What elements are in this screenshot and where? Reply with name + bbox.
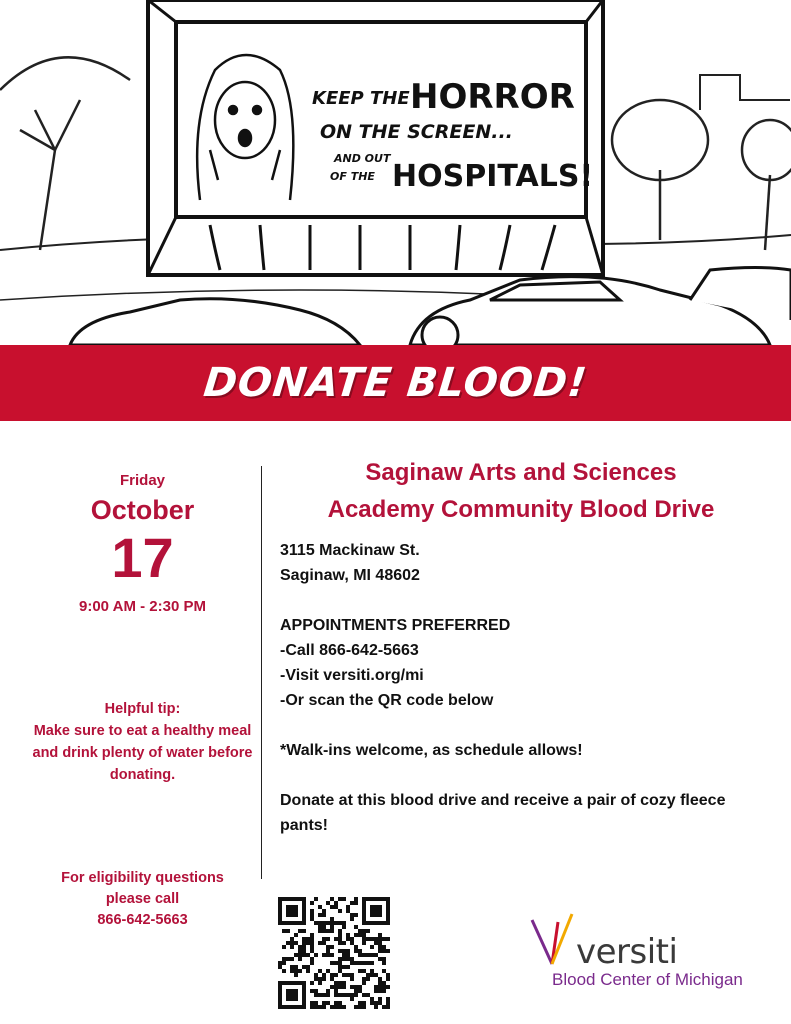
drive-in-scene [0,0,791,345]
versiti-mark-icon [528,912,578,972]
event-day: Friday [119,472,165,489]
logo-tagline: Blood Center of Michigan [552,970,743,989]
address-street: 3115 Mackinaw St. [280,542,420,559]
incentive-note: Donate at this blood drive and receive a pair of cozy fleece pants! [280,792,726,834]
billboard-line3a: AND OUT [334,152,391,165]
cars [70,268,791,346]
eligibility-line2: please call [105,891,180,907]
event-date-block [30,468,255,615]
billboard-line3b: OF THE [330,170,375,183]
logo-brand: versiti [576,932,678,972]
qr-code-icon [278,897,390,1009]
event-title-line1: Saginaw Arts and Sciences [365,459,677,486]
address-city: Saginaw, MI 48602 [280,567,420,584]
billboard-line1b: HORROR [410,77,575,117]
tip-heading: Helpful tip: [104,701,181,717]
billboard-line2: ON THE SCREEN... [320,121,513,143]
eligibility-info [30,868,255,931]
event-time: 9:00 AM - 2:30 PM [79,598,206,615]
tip-body: Make sure to eat a healthy meal and drink plenty of water before donating. [32,723,253,783]
appointments-call: -Call 866-642-5663 [280,642,419,659]
event-title [276,454,766,528]
eligibility-line1: For eligibility questions [61,870,224,886]
column-divider [261,466,262,879]
billboard-line1a: KEEP THE [312,88,410,109]
qr-code[interactable] [278,897,390,1009]
eligibility-phone: 866-642-5663 [97,912,188,928]
event-date: 17 [111,526,174,589]
billboard [148,0,603,275]
walkins-note: *Walk-ins welcome, as schedule allows! [280,742,583,759]
appointments-visit: -Visit versiti.org/mi [280,667,424,684]
event-month: October [90,495,195,525]
hero-illustration [0,0,791,345]
left-tree [0,57,130,250]
appointments-heading: APPOINTMENTS PREFERRED [280,617,511,634]
billboard-line3c: HOSPITALS! [392,159,594,194]
versiti-logo [528,912,768,992]
banner-text: DONATE BLOOD! [201,360,590,406]
helpful-tip [30,698,255,786]
right-tree [612,100,791,250]
appointments-scan: -Or scan the QR code below [280,692,494,709]
event-details [280,538,770,838]
donate-banner [0,345,791,421]
event-title-line2: Academy Community Blood Drive [327,496,715,523]
